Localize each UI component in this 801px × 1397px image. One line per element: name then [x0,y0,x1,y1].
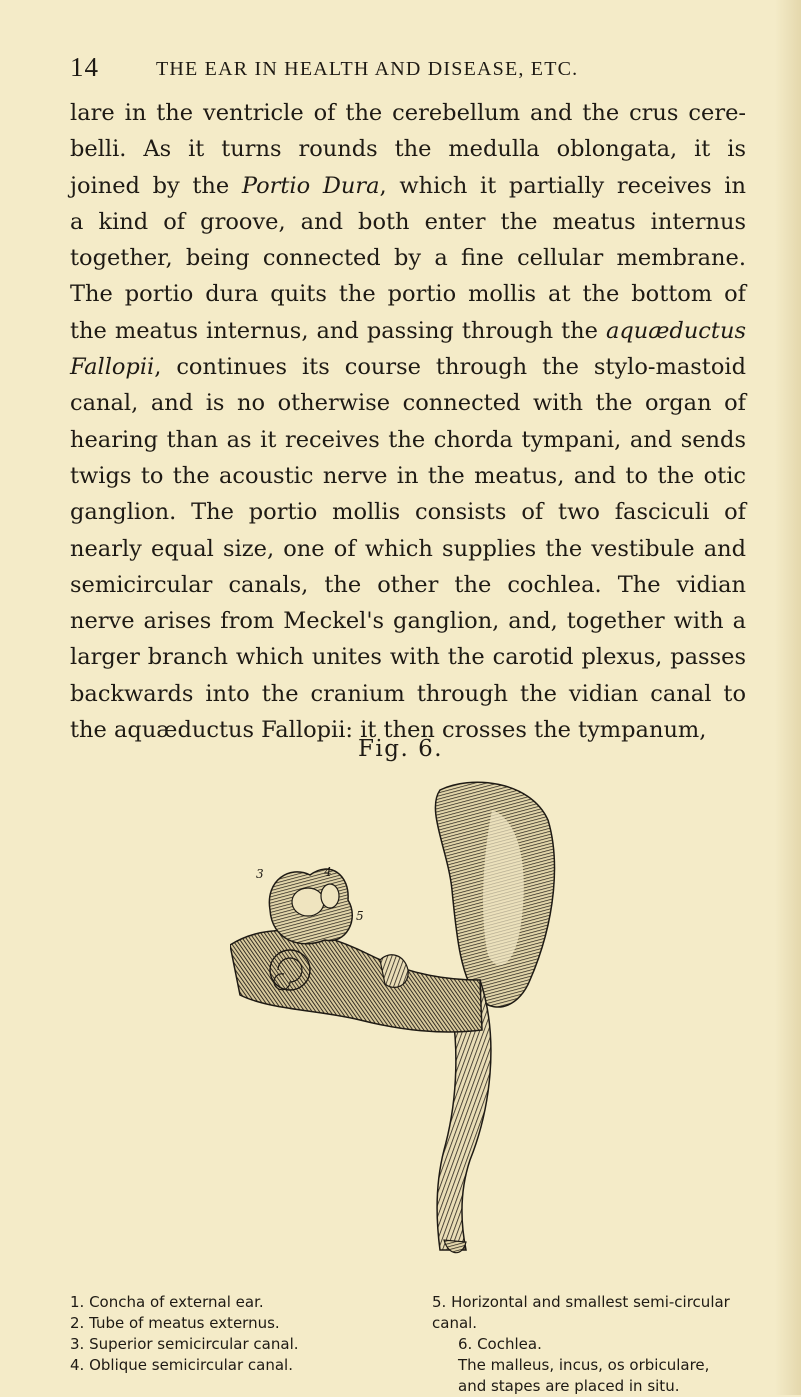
legend-item: 3. Superior semicircular canal. [70,1335,299,1353]
text-line: joined by the Portio Dura, which it partially receives in [70,172,746,199]
text-line: hearing than as it receives the chorda tympani, and sends [70,426,746,453]
text-line: Fallopii, continues its course through the stylo-mastoid [70,354,746,381]
text-line: the aquæductus Fallopii: it then crosses the tympanum, [70,717,707,744]
text-line: a kind of groove, and both enter the meatus internus [70,208,746,235]
legend-item: The malleus, incus, os orbiculare, and stapes are placed in situ. [458,1356,710,1395]
running-head: THE EAR IN HEALTH AND DISEASE, ETC. [156,58,579,80]
text-line: belli. As it turns rounds the medulla oblongata, it is [70,136,746,163]
text-line: twigs to the acoustic nerve in the meatus, and to the otic [70,462,746,489]
legend-item: 4. Oblique semicircular canal. [70,1356,293,1374]
page-header [70,52,670,82]
text-line: nerve arises from Meckel's ganglion, and, together with a [70,608,746,635]
text-line: nearly equal size, one of which supplies the vestibule and [70,535,746,562]
text-line: lare in the ventricle of the cerebellum and the crus cere- [70,100,746,126]
italic-term: Portio Dura [241,172,380,199]
text-line: larger branch which unites with the carotid plexus, passes [70,644,746,671]
legend-item: 5. Horizontal and smallest semi-circular canal. [432,1293,730,1332]
figure-label-5: 5 [356,909,364,923]
horizontal-band [230,931,482,1032]
page-edge-shadow [775,0,801,1395]
text-line: ganglion. The portio mollis consists of two fasciculi of [70,499,746,526]
figure-caption: Fig. 6. [357,736,444,762]
text-line: semicircular canals, the other the cochlea. The vidian [70,571,746,598]
text-line: canal, and is no otherwise connected with the organ of [70,390,746,417]
figure-legend-right [432,1292,732,1397]
text-line: the meatus internus, and passing through the aquæductus [70,317,746,344]
text-line: backwards into the cranium through the vidian canal to [70,680,746,707]
figure-legend-left [70,1292,400,1376]
page-number: 14 [70,52,99,82]
legend-item: 6. Cochlea. [458,1335,542,1353]
figure-label-4: 4 [324,865,332,879]
ear-anatomy-engraving [230,780,590,1260]
legend-item: 1. Concha of external ear. [70,1293,264,1311]
body-paragraph [70,95,746,748]
italic-term: aquæductus [605,317,746,344]
figure-label-3: 3 [256,867,264,881]
italic-term: Fallopii [70,354,155,381]
text-line: The portio dura quits the portio mollis at the bottom of [70,281,746,308]
legend-item: 2. Tube of meatus externus. [70,1314,280,1332]
text-line: together, being connected by a fine cellular membrane. [70,245,746,272]
